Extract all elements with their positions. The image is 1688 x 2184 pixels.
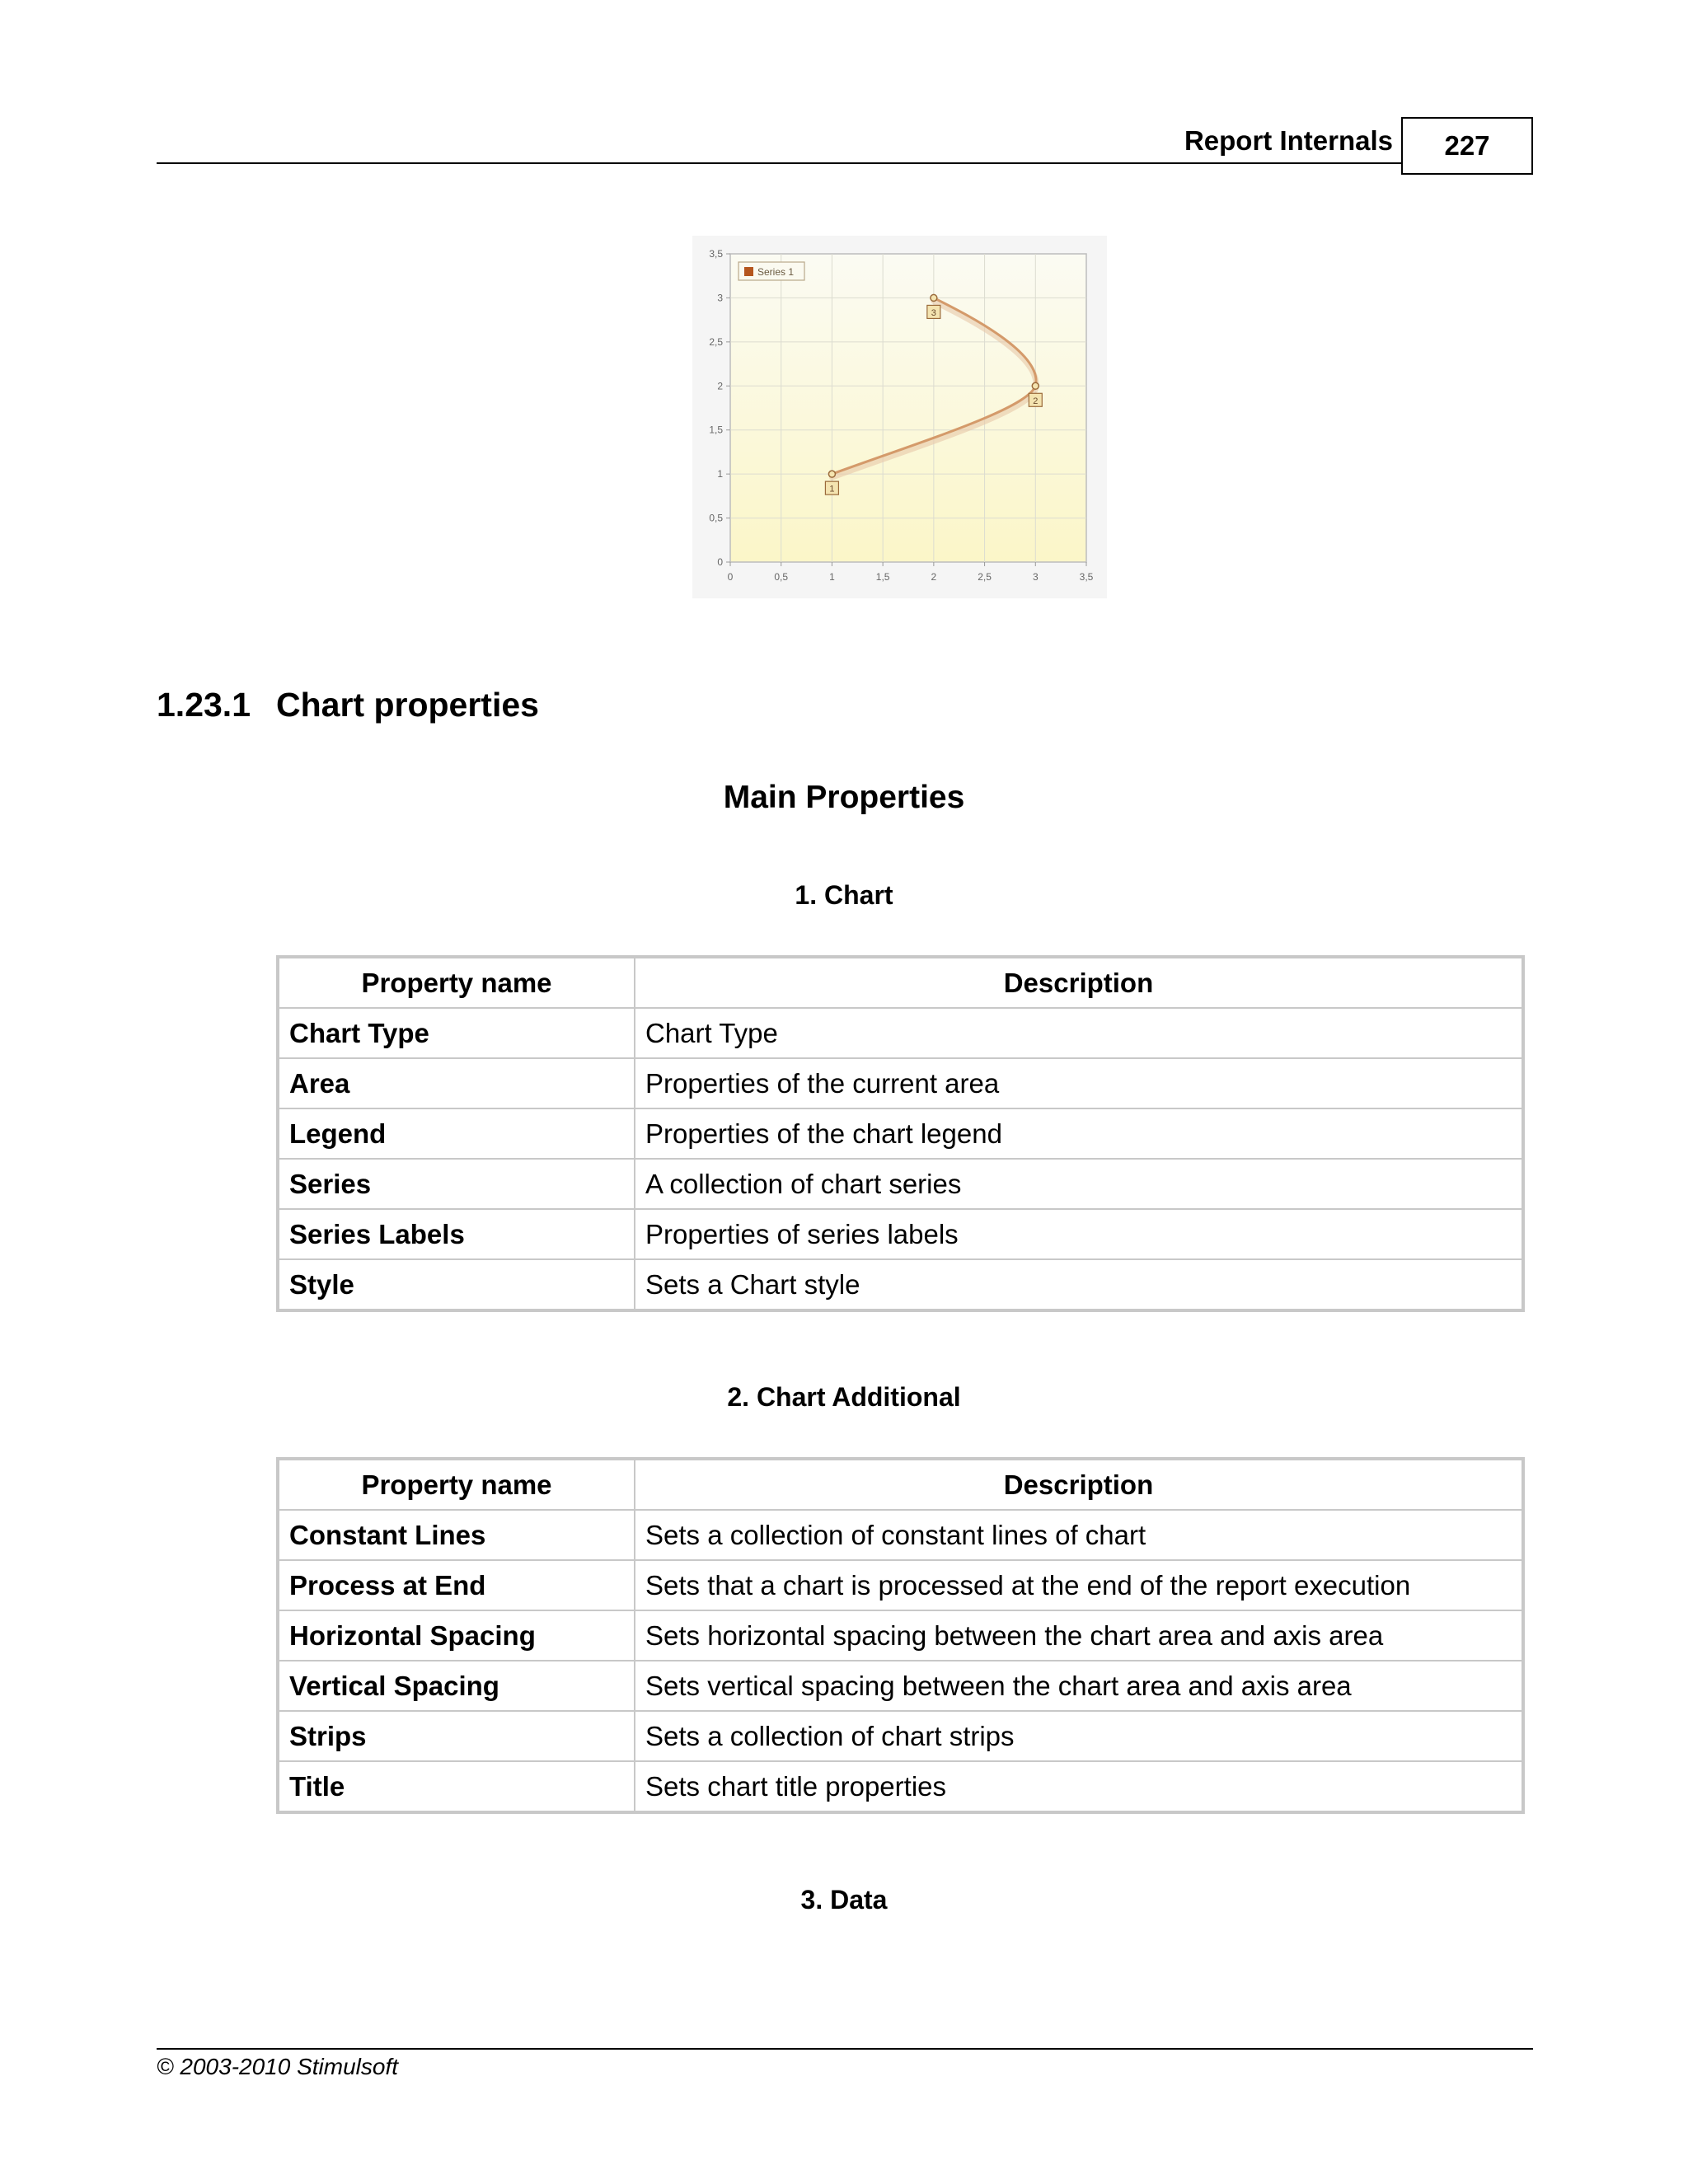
table-row: [278, 1661, 1523, 1711]
column-header-property-name: Property name: [278, 957, 635, 1008]
series-point: [931, 294, 937, 301]
property-name-cell: Area: [278, 1058, 635, 1108]
table-heading-chart: 1. Chart: [795, 880, 893, 910]
page-number: 227: [1444, 130, 1490, 161]
description-cell: Sets chart title properties: [635, 1761, 1523, 1812]
description-cell: Sets vertical spacing between the chart area and axis area: [635, 1661, 1523, 1711]
y-tick-label: 0: [717, 556, 723, 568]
x-tick-label: 0,5: [774, 571, 789, 583]
series-point: [828, 471, 835, 477]
y-tick-label: 2,5: [709, 335, 723, 348]
table-row: [278, 1159, 1523, 1209]
header-rule: [157, 162, 1409, 164]
table-row: [278, 1711, 1523, 1761]
x-tick-label: 2,5: [978, 571, 992, 583]
y-tick-label: 3,5: [709, 248, 723, 260]
property-name-cell: Horizontal Spacing: [278, 1610, 635, 1661]
table-row: [278, 1560, 1523, 1610]
description-cell: Sets horizontal spacing between the chart area and axis area: [635, 1610, 1523, 1661]
description-cell: Sets that a chart is processed at the end of the report execution: [635, 1560, 1523, 1610]
property-name-cell: Constant Lines: [278, 1510, 635, 1560]
point-label: 1: [829, 484, 835, 494]
table-row: [278, 1510, 1523, 1560]
x-tick-label: 3: [1032, 571, 1039, 583]
description-cell: Chart Type: [635, 1008, 1523, 1058]
table-row: [278, 1058, 1523, 1108]
page-number-box: [1401, 117, 1533, 175]
y-tick-label: 1,5: [709, 424, 723, 436]
description-cell: Sets a collection of chart strips: [635, 1711, 1523, 1761]
column-header-property-name: Property name: [278, 1459, 635, 1510]
y-tick-label: 2: [717, 380, 723, 392]
y-tick-label: 1: [717, 468, 723, 480]
section-heading: [157, 686, 539, 724]
chart-properties-table: [276, 955, 1525, 1312]
point-label: 2: [1033, 396, 1039, 406]
footer-copyright: © 2003-2010 Stimulsoft: [157, 2054, 399, 2079]
description-cell: Properties of series labels: [635, 1209, 1523, 1259]
table-heading-chart-additional: 2. Chart Additional: [727, 1382, 961, 1412]
table-row: [278, 1008, 1523, 1058]
table-header-row: [278, 957, 1523, 1008]
property-name-cell: Process at End: [278, 1560, 635, 1610]
table-row: [278, 1610, 1523, 1661]
table-row: [278, 1259, 1523, 1310]
table-heading-data: 3. Data: [800, 1885, 888, 1915]
plot-area: [730, 254, 1086, 562]
y-tick-label: 3: [717, 292, 723, 304]
x-tick-label: 1: [829, 571, 835, 583]
column-header-description: Description: [635, 957, 1523, 1008]
table-row: [278, 1209, 1523, 1259]
running-header-title: Report Internals: [1184, 125, 1393, 156]
property-name-cell: Style: [278, 1259, 635, 1310]
property-name-cell: Title: [278, 1761, 635, 1812]
column-header-description: Description: [635, 1459, 1523, 1510]
property-name-cell: Series: [278, 1159, 635, 1209]
description-cell: Sets a Chart style: [635, 1259, 1523, 1310]
chart-additional-properties-table: [276, 1457, 1525, 1814]
example-chart: [692, 236, 1107, 598]
section-title: Chart properties: [276, 686, 539, 724]
y-tick-label: 0,5: [709, 512, 723, 524]
x-tick-label: 1,5: [875, 571, 890, 583]
section-number: 1.23.1: [157, 686, 251, 724]
table-header-row: [278, 1459, 1523, 1510]
table-row: [278, 1108, 1523, 1159]
description-cell: A collection of chart series: [635, 1159, 1523, 1209]
property-name-cell: Vertical Spacing: [278, 1661, 635, 1711]
legend-swatch: [744, 267, 753, 276]
main-properties-heading: Main Properties: [723, 780, 965, 815]
description-cell: Properties of the chart legend: [635, 1108, 1523, 1159]
x-tick-label: 2: [931, 571, 937, 583]
property-name-cell: Strips: [278, 1711, 635, 1761]
footer-rule: [157, 2048, 1533, 2050]
description-cell: Sets a collection of constant lines of chart: [635, 1510, 1523, 1560]
point-label: 3: [931, 307, 936, 318]
legend-label: Series 1: [757, 266, 795, 278]
series-point: [1032, 382, 1039, 389]
x-tick-label: 3,5: [1079, 571, 1094, 583]
property-name-cell: Series Labels: [278, 1209, 635, 1259]
description-cell: Properties of the current area: [635, 1058, 1523, 1108]
x-tick-label: 0: [727, 571, 734, 583]
property-name-cell: Legend: [278, 1108, 635, 1159]
table-row: [278, 1761, 1523, 1812]
chart-svg: [692, 236, 1107, 598]
property-name-cell: Chart Type: [278, 1008, 635, 1058]
